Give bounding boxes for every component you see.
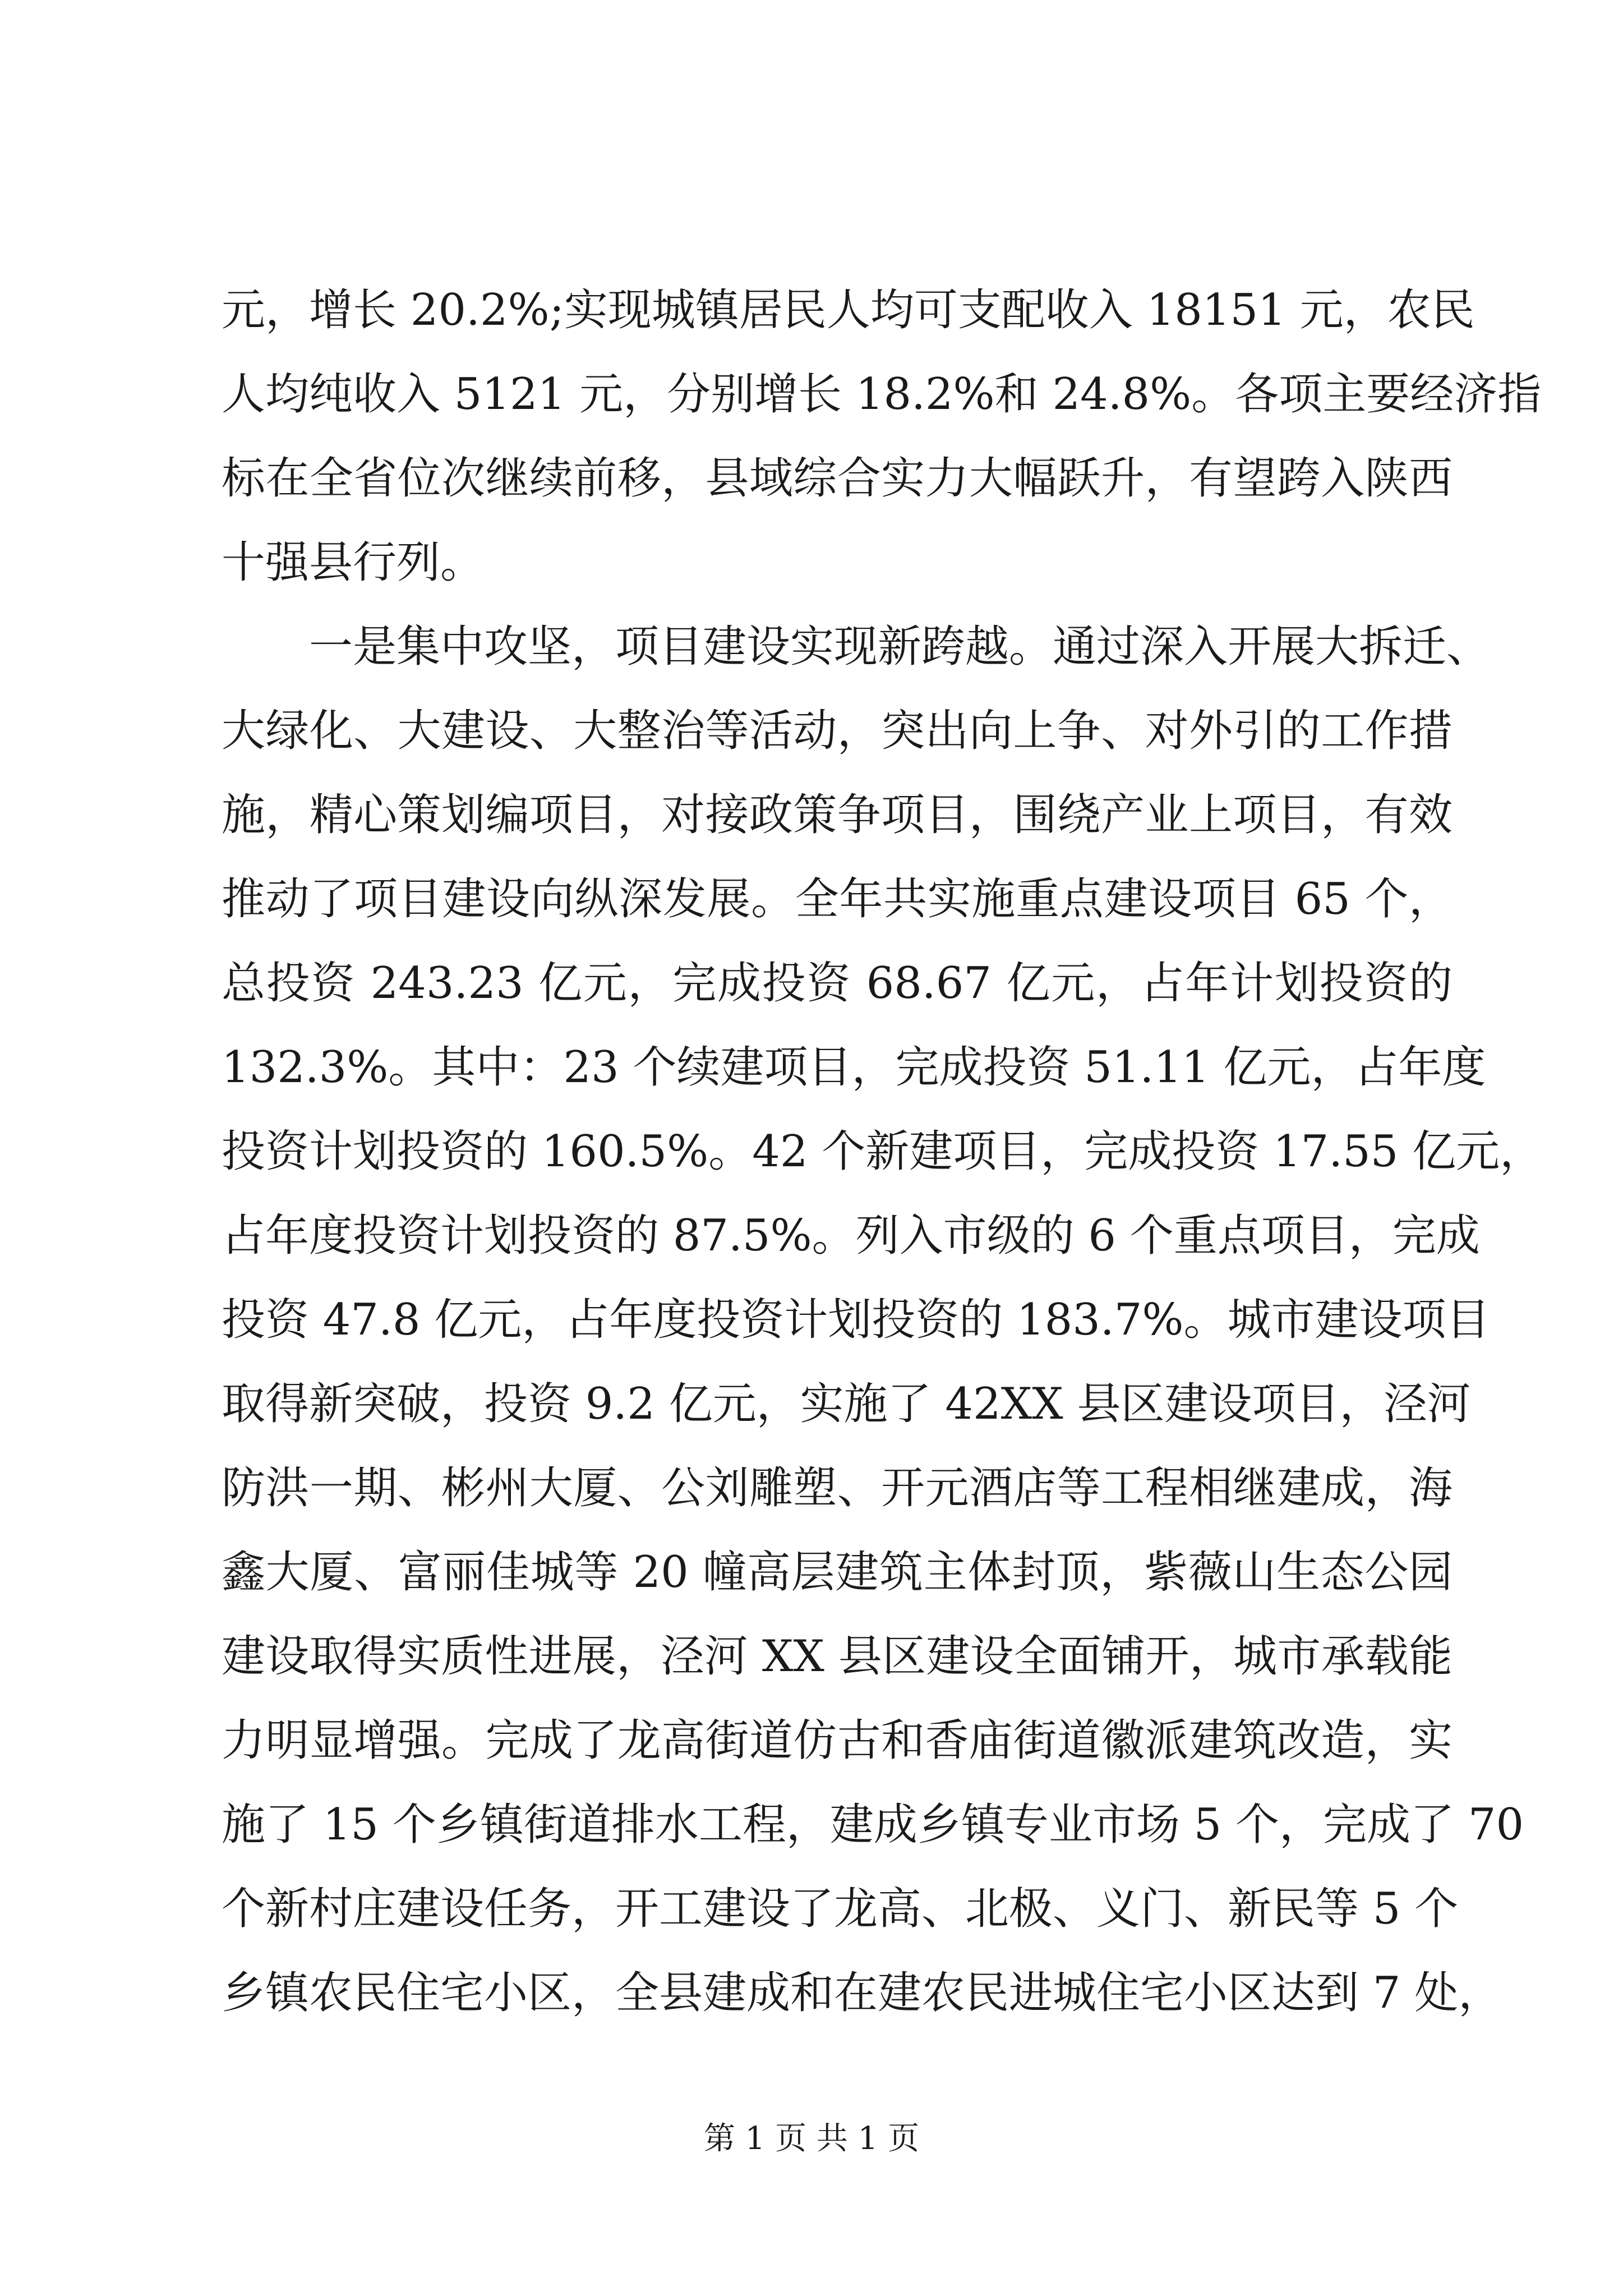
- text-line: [222, 436, 1453, 521]
- text-line-content: 总投资 243.23 亿元，完成投资 68.67 亿元，占年计划投资的: [222, 958, 1453, 1009]
- text-line-content: 标在全省位次继续前移，县域综合实力大幅跃升，有望跨入陕西: [222, 453, 1453, 504]
- text-line: [222, 268, 1475, 352]
- text-line: [222, 1614, 1453, 1699]
- text-line: [222, 773, 1453, 857]
- text-line-content: 一是集中攻坚，项目建设实现新跨越。通过深入开展大拆迁、: [309, 622, 1491, 672]
- text-line-content: 投资 47.8 亿元，占年度投资计划投资的 183.7%。城市建设项目: [222, 1295, 1490, 1345]
- text-line-content: 投资计划投资的 160.5%。42 个新建项目，完成投资 17.55 亿元，: [222, 1126, 1544, 1177]
- text-line: [222, 1446, 1453, 1530]
- text-line-content: 建设取得实质性进展，泾河 XX 县区建设全面铺开，城市承载能: [222, 1631, 1453, 1682]
- text-line-content: 个新村庄建设任务，开工建设了龙高、北极、义门、新民等 5 个: [222, 1884, 1459, 1934]
- text-line-content: 乡镇农民住宅小区，全县建成和在建农民进城住宅小区达到 7 处，: [222, 1968, 1502, 2018]
- text-line: [222, 1110, 1544, 1194]
- text-line: [222, 521, 1453, 605]
- text-line: [222, 1699, 1453, 1783]
- page-number-label: 第 1 页 共 1 页: [703, 2120, 920, 2157]
- text-line: [222, 941, 1453, 1025]
- text-line: [222, 1530, 1453, 1614]
- text-line-content: 人均纯收入 5121 元，分别增长 18.2%和 24.8%。各项主要经济指: [222, 369, 1542, 420]
- text-line-content: 元，增长 20.2%;实现城镇居民人均可支配收入 18151 元，农民: [222, 285, 1475, 335]
- text-line-content: 推动了项目建设向纵深发展。全年共实施重点建设项目 65 个，: [222, 874, 1453, 924]
- text-line-content: 大绿化、大建设、大整治等活动，突出向上争、对外引的工作措: [222, 706, 1453, 756]
- text-line: [222, 1362, 1471, 1446]
- text-line: [222, 1867, 1459, 1951]
- document-body: [222, 268, 1544, 2035]
- text-line-content: 力明显增强。完成了龙高街道仿古和香庙街道徽派建筑改造，实: [222, 1715, 1453, 1766]
- text-line-content: 占年度投资计划投资的 87.5%。列入市级的 6 个重点项目，完成: [222, 1211, 1480, 1261]
- text-line: [222, 1194, 1480, 1278]
- text-line: [222, 1025, 1486, 1110]
- text-line: [222, 1278, 1490, 1362]
- text-line-content: 取得新突破，投资 9.2 亿元，实施了 42XX 县区建设项目，泾河: [222, 1379, 1471, 1429]
- text-line-content: 鑫大厦、富丽佳城等 20 幢高层建筑主体封顶，紫薇山生态公园: [222, 1547, 1453, 1598]
- text-line: [222, 857, 1453, 941]
- text-line-content: 防洪一期、彬州大厦、公刘雕塑、开元酒店等工程相继建成，海: [222, 1463, 1453, 1513]
- text-line: [222, 1951, 1502, 2035]
- paragraph-first-line: [222, 605, 1491, 689]
- text-line: [222, 1783, 1524, 1867]
- page-footer: [0, 2119, 1623, 2159]
- text-line-content: 十强县行列。: [222, 537, 485, 588]
- text-line-content: 施，精心策划编项目，对接政策争项目，围绕产业上项目，有效: [222, 790, 1453, 840]
- text-line: [222, 352, 1542, 436]
- text-line-content: 132.3%。其中：23 个续建项目，完成投资 51.11 亿元，占年度: [222, 1042, 1486, 1093]
- text-line-content: 施了 15 个乡镇街道排水工程，建成乡镇专业市场 5 个，完成了 70: [222, 1800, 1524, 1850]
- text-line: [222, 689, 1453, 773]
